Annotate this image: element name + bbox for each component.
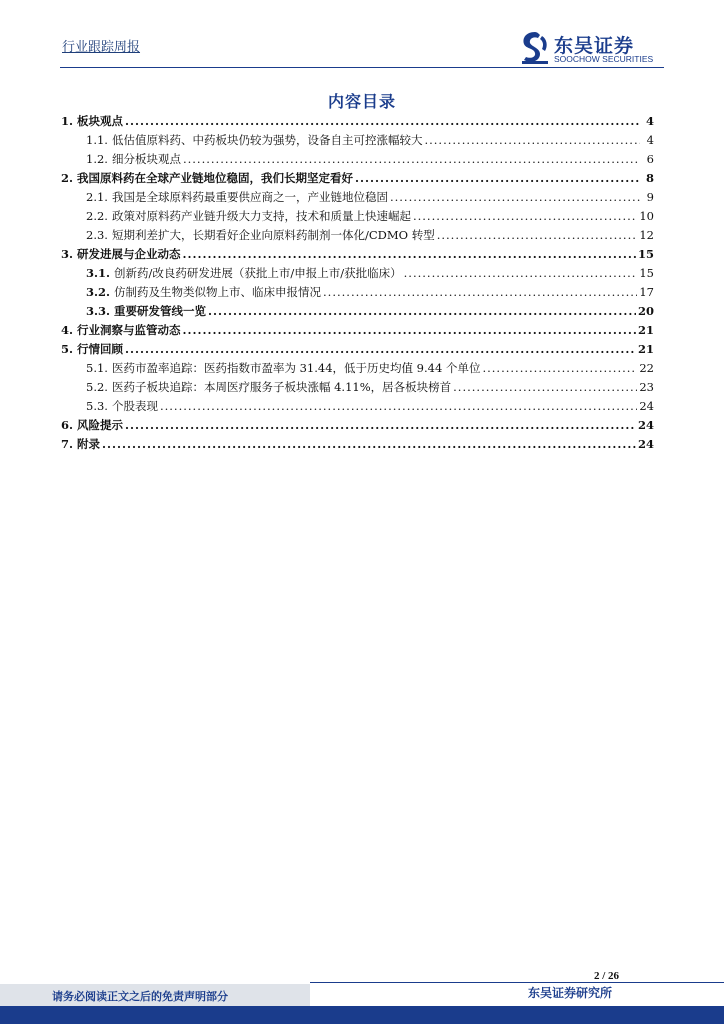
toc-entry-title: 仿制药及生物类似物上市、临床申报情况 bbox=[114, 285, 322, 299]
toc-entry-number: 4. bbox=[61, 323, 74, 337]
toc-entry-number: 1.1. bbox=[86, 133, 108, 147]
toc-entry[interactable] bbox=[61, 208, 654, 227]
toc-leader-dots bbox=[160, 399, 637, 413]
toc-entry-number: 3. bbox=[61, 247, 74, 261]
toc-leader-dots bbox=[125, 342, 636, 356]
toc-entry-title: 板块观点 bbox=[77, 114, 124, 128]
logo-english-name: SOOCHOW SECURITIES bbox=[554, 54, 654, 64]
toc-entry-number: 1.2. bbox=[86, 152, 108, 166]
toc-entry[interactable] bbox=[61, 417, 654, 436]
toc-entry-page: 21 bbox=[637, 342, 654, 356]
toc-title: 内容目录 bbox=[327, 92, 396, 111]
toc-entry-title: 短期利差扩大，长期看好企业向原料药制剂一体化/CDMO 转型 bbox=[111, 228, 435, 242]
toc-leader-dots bbox=[125, 418, 636, 432]
toc-entry[interactable] bbox=[61, 436, 654, 455]
toc-entry-title: 附录 bbox=[77, 437, 101, 451]
toc-entry-title: 行情回顾 bbox=[77, 342, 124, 356]
toc-entry[interactable] bbox=[61, 170, 654, 189]
toc-entry[interactable] bbox=[61, 360, 654, 379]
toc-entry[interactable] bbox=[61, 132, 654, 151]
footer-institute: 东吴证券研究所 bbox=[528, 986, 613, 1000]
toc-entry[interactable] bbox=[61, 151, 654, 170]
toc-entry-number: 3.2. bbox=[86, 285, 111, 299]
footer-divider bbox=[310, 982, 724, 983]
toc-entry-title: 低估值原料药、中药板块仍较为强势，设备自主可控涨幅较大 bbox=[111, 133, 423, 147]
toc-entry-number: 6. bbox=[61, 418, 74, 432]
toc-leader-dots bbox=[413, 209, 637, 223]
toc-entry[interactable] bbox=[61, 227, 654, 246]
toc-entry-number: 5.1. bbox=[86, 361, 108, 375]
toc-entry-number: 2.3. bbox=[86, 228, 108, 242]
toc-entry[interactable] bbox=[61, 379, 654, 398]
toc-leader-dots bbox=[102, 437, 636, 451]
toc-entry-page: 4 bbox=[645, 114, 654, 128]
report-category-link[interactable]: 行业跟踪周报 bbox=[62, 40, 141, 55]
toc-leader-dots bbox=[482, 361, 637, 375]
toc-leader-dots bbox=[355, 171, 640, 185]
toc-entry[interactable] bbox=[61, 398, 654, 417]
page-number: 2 / 26 bbox=[594, 970, 620, 982]
toc-entry-number: 3.3. bbox=[86, 304, 111, 318]
toc-entry-title: 重要研发管线一览 bbox=[114, 304, 207, 318]
toc-entry-title: 研发进展与企业动态 bbox=[77, 247, 181, 261]
toc-entry-number: 3.1. bbox=[86, 266, 111, 280]
toc-entry-title: 我国是全球原料药最重要供应商之一，产业链地位稳固 bbox=[111, 190, 388, 204]
toc-entry-title: 个股表现 bbox=[111, 399, 158, 413]
toc-entry[interactable] bbox=[61, 341, 654, 360]
toc-entry-page: 6 bbox=[646, 152, 654, 166]
toc-entry-title: 风险提示 bbox=[77, 418, 124, 432]
logo-mark-icon bbox=[520, 30, 550, 64]
toc-leader-dots bbox=[404, 266, 638, 280]
toc-entry-number: 2.1. bbox=[86, 190, 108, 204]
toc-entry-title: 行业洞察与监管动态 bbox=[77, 323, 181, 337]
toc-entry-number: 5.2. bbox=[86, 380, 108, 394]
toc-entry[interactable] bbox=[61, 322, 654, 341]
toc-entry-page: 20 bbox=[637, 304, 654, 318]
toc-leader-dots bbox=[437, 228, 638, 242]
toc-entry-page: 17 bbox=[639, 285, 654, 299]
toc-entry-title: 医药子板块追踪：本周医疗服务子板块涨幅 4.11%，居各板块榜首 bbox=[111, 380, 452, 394]
toc-entry-page: 15 bbox=[639, 266, 654, 280]
toc-entry-page: 24 bbox=[637, 418, 654, 432]
company-logo bbox=[520, 30, 670, 66]
toc-entry-page: 15 bbox=[637, 247, 654, 261]
toc-leader-dots bbox=[390, 190, 640, 204]
toc-entry-title: 我国原料药在全球产业链地位稳固，我们长期坚定看好 bbox=[77, 171, 354, 185]
header-divider bbox=[60, 67, 664, 68]
toc-entry-number: 1. bbox=[61, 114, 74, 128]
toc-entry-page: 9 bbox=[646, 190, 654, 204]
toc-entry-page: 24 bbox=[637, 437, 654, 451]
toc-leader-dots bbox=[183, 152, 640, 166]
toc-entry[interactable] bbox=[61, 113, 654, 132]
toc-entry-number: 2. bbox=[61, 171, 74, 185]
logo-chinese-name: 东吴证券 bbox=[554, 35, 635, 57]
toc-entry-title: 政策对原料药产业链升级大力支持，技术和质量上快速崛起 bbox=[111, 209, 411, 223]
toc-entry-page: 12 bbox=[639, 228, 654, 242]
toc-leader-dots bbox=[424, 133, 640, 147]
table-of-contents bbox=[61, 113, 654, 455]
toc-entry-number: 2.2. bbox=[86, 209, 108, 223]
toc-leader-dots bbox=[208, 304, 636, 318]
toc-entry[interactable] bbox=[61, 246, 654, 265]
toc-entry-page: 21 bbox=[637, 323, 654, 337]
footer-bar bbox=[0, 1006, 724, 1024]
toc-entry-number: 7. bbox=[61, 437, 74, 451]
toc-entry-page: 8 bbox=[645, 171, 654, 185]
toc-entry[interactable] bbox=[61, 303, 654, 322]
toc-entry[interactable] bbox=[61, 284, 654, 303]
toc-entry-number: 5. bbox=[61, 342, 74, 356]
toc-entry-page: 22 bbox=[639, 361, 654, 375]
toc-entry-title: 医药市盈率追踪：医药指数市盈率为 31.44，低于历史均值 9.44 个单位 bbox=[111, 361, 481, 375]
toc-leader-dots bbox=[125, 114, 640, 128]
toc-leader-dots bbox=[183, 247, 636, 261]
toc-entry-page: 4 bbox=[646, 133, 654, 147]
toc-leader-dots bbox=[453, 380, 637, 394]
toc-entry[interactable] bbox=[61, 265, 654, 284]
toc-leader-dots bbox=[323, 285, 637, 299]
toc-entry-number: 5.3. bbox=[86, 399, 108, 413]
toc-entry-page: 23 bbox=[639, 380, 654, 394]
toc-entry-title: 创新药/改良药研发进展（获批上市/申报上市/获批临床） bbox=[114, 266, 402, 280]
toc-leader-dots bbox=[183, 323, 636, 337]
toc-entry-page: 24 bbox=[639, 399, 654, 413]
toc-entry-page: 10 bbox=[639, 209, 654, 223]
toc-entry[interactable] bbox=[61, 189, 654, 208]
footer-disclaimer: 请务必阅读正文之后的免责声明部分 bbox=[52, 990, 228, 1003]
toc-entry-title: 细分板块观点 bbox=[111, 152, 181, 166]
